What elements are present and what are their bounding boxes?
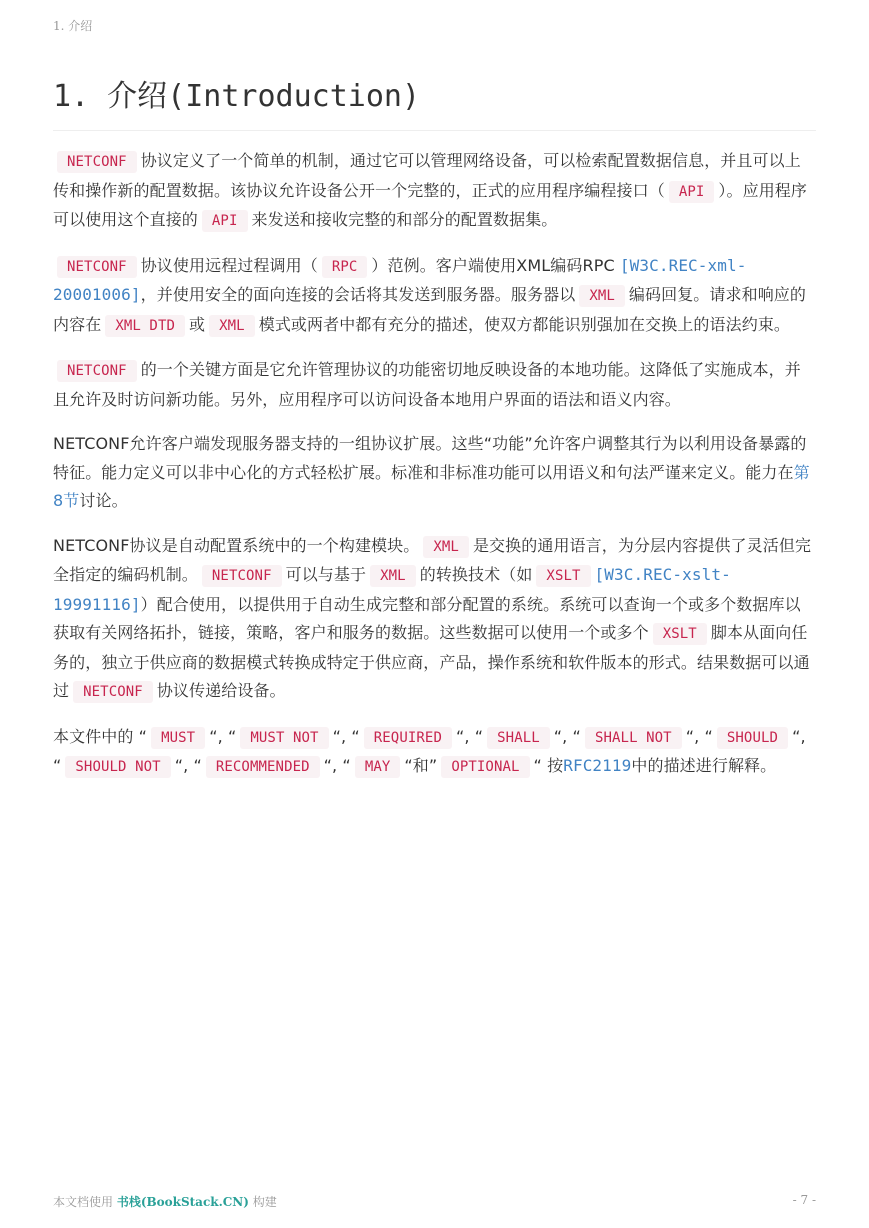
running-header: 1. 介绍 (53, 19, 93, 33)
text: “, “ (174, 756, 202, 775)
text: 协议定义了一个简单的机制，通过它可以管理网络设备，可以检索配置数据信息，并且可以上传和操作新的配置数据。该协议允许设备公开一个完整的，正式的应用程序编程接口（ (53, 151, 801, 200)
text: ）配合使用，以提供用于自动生成完整和部分配置的系统。系统可以查询一个或多个数据库以获取有关网络拓扑，链接，策略，客户和服务的数据。这些数据可以使用一个或多个 (53, 594, 801, 642)
keyword-code: SHOULD NOT (65, 756, 170, 778)
inline-code: XSLT (653, 623, 707, 645)
inline-code: XML DTD (105, 315, 185, 337)
inline-code: XML (209, 315, 255, 337)
text: “, “ (209, 726, 237, 746)
text: 协议使用远程过程调用（ (140, 255, 318, 275)
text: NETCONF协议是自动配置系统中的一个构建模块。 (53, 535, 420, 555)
text: “, “ (553, 726, 581, 746)
inline-code: API (669, 181, 715, 203)
keyword-code: SHOULD (717, 727, 788, 749)
text: NETCONF允许客户端发现服务器支持的一组协议扩展。这些“功能”允许客户调整其行为以利用设备暴露的特征。能力定义可以非中心化的方式轻松扩展。标准和非标准功能可以用语义和句法严谨来定义。能力在 (53, 434, 807, 482)
paragraph-capabilities (53, 430, 816, 516)
text: 来发送和接收完整的和部分的配置数据集。 (251, 210, 558, 229)
keyword-code: MAY (355, 756, 401, 778)
keyword-code: RECOMMENDED (206, 756, 320, 778)
inline-code: XML (579, 285, 625, 307)
keyword-code: SHALL (487, 727, 550, 749)
text: “, “ (455, 726, 484, 746)
keyword-code: SHALL NOT (585, 727, 682, 749)
bookstack-link[interactable]: 书栈(BookStack.CN) (116, 1195, 249, 1209)
keyword-code: MUST (151, 727, 205, 749)
paragraph-key-aspect (53, 356, 816, 414)
section-8-link[interactable]: 第8节 (53, 462, 810, 510)
text: 是交换的通用语言，为分层内容提供了灵活但完全指定的编码机制。 (53, 535, 812, 584)
keyword-code: REQUIRED (364, 727, 452, 749)
rfc2119-link[interactable]: RFC2119 (563, 756, 632, 775)
inline-code: NETCONF (73, 681, 153, 703)
text: ）范例。客户端使用XML编码RPC (371, 255, 620, 275)
inline-code: XML (370, 565, 416, 587)
reference-link-xslt[interactable]: [W3C.REC-xslt-19991116] (53, 565, 731, 614)
footer-suffix: 构建 (248, 1195, 277, 1209)
inline-code: NETCONF (57, 151, 137, 173)
inline-code: RPC (322, 256, 368, 278)
text: ）。应用程序可以使用这个直接的 (53, 180, 808, 229)
text: 的一个关键方面是它允许管理协议的功能密切地反映设备的本地功能。这降低了实施成本，并且允许及时访问新功能。另外，应用程序可以访问设备本地用户界面的语法和语义内容。 (53, 360, 801, 409)
page-title: 1. 介绍(Introduction) (53, 74, 816, 131)
paragraph-keywords (53, 723, 816, 782)
text: “和” (404, 756, 438, 775)
inline-code: NETCONF (57, 256, 137, 278)
paragraph-building-block (53, 532, 816, 707)
inline-code: NETCONF (57, 360, 137, 382)
text: 编码回复。请求和响应的内容在 (53, 285, 807, 334)
inline-code: NETCONF (202, 565, 282, 587)
keyword-code: MUST NOT (240, 727, 328, 749)
page-number: - 7 - (792, 1193, 816, 1207)
paragraph-rpc (53, 252, 816, 341)
text: “, “ (53, 726, 806, 775)
text: 中的描述进行解释。 (631, 756, 777, 775)
inline-code: XSLT (536, 565, 590, 587)
document-body (53, 74, 816, 782)
paragraph-intro (53, 147, 816, 236)
footer-prefix: 本文档使用 (53, 1195, 117, 1209)
text: “, “ (685, 726, 713, 746)
inline-code: XML (423, 536, 469, 558)
inline-code: API (202, 210, 248, 232)
reference-link-xml[interactable]: [W3C.REC-xml-20001006] (53, 255, 747, 304)
text: 本文件中的 “ (53, 726, 148, 746)
text: ，并使用安全的面向连接的会话将其发送到服务器。服务器以 (140, 285, 576, 304)
text: “, “ (323, 756, 351, 775)
text: 模式或两者中都有充分的描述，使双方都能识别强加在交换上的语法约束。 (258, 314, 791, 334)
keyword-code: OPTIONAL (441, 756, 529, 778)
text: 协议传递给设备。 (156, 681, 286, 700)
text: “ 按 (533, 756, 564, 775)
text: 脚本从面向任务的，独立于供应商的数据模式转换成特定于供应商，产品，操作系统和软件版本的形式。结果数据可以通过 (53, 623, 810, 700)
text: 可以与基于 (285, 565, 367, 584)
text: 讨论。 (79, 491, 128, 510)
running-footer (53, 1193, 816, 1210)
text: 的转换技术（如 (419, 565, 533, 584)
text: “, “ (332, 726, 360, 746)
text: 或 (189, 314, 206, 334)
